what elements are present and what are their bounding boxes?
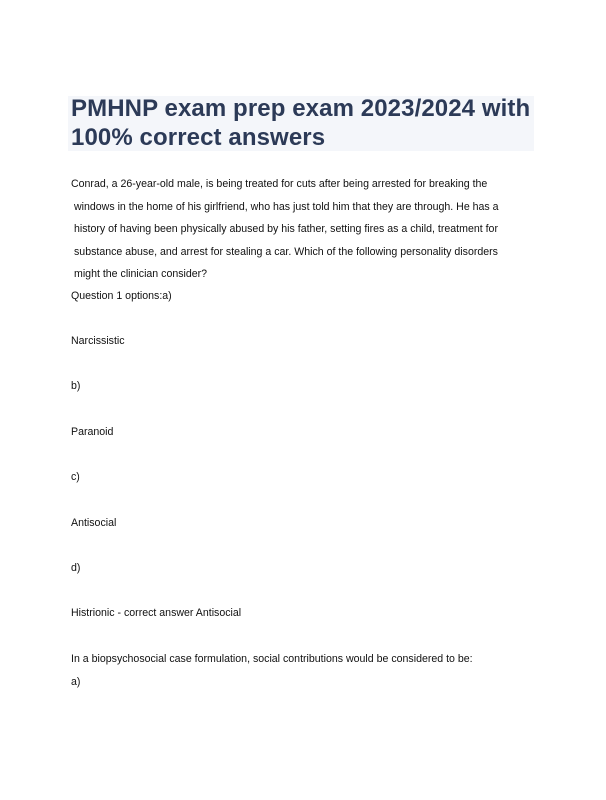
document-title [71, 94, 541, 152]
option-c-text: Antisocial [71, 517, 117, 529]
question-2-option-a-label: a) [71, 676, 81, 688]
option-b-label: b) [71, 380, 81, 392]
title-line-2: 100% correct answers [71, 124, 326, 151]
question-1-line: windows in the home of his girlfriend, who has just told him that they are through. He has a [74, 200, 499, 213]
option-b-text: Paranoid [71, 426, 114, 438]
question-1-line: might the clinician consider? [74, 268, 208, 280]
question-1-text [71, 173, 551, 286]
option-c-label: c) [71, 471, 80, 483]
question-2-text: In a biopsychosocial case formulation, social contributions would be considered to be: [71, 653, 473, 665]
option-a-text: Narcissistic [71, 335, 125, 347]
question-1-line: substance abuse, and arrest for stealing a car. Which of the following personality disorders [74, 245, 498, 258]
question-1-line: history of having been physically abused by his father, setting fires as a child, treatment for [74, 223, 498, 235]
option-d-label: d) [71, 562, 81, 574]
title-line-1: PMHNP exam prep exam 2023/2024 with [71, 95, 531, 122]
option-d-with-answer: Histrionic - correct answer Antisocial [71, 607, 242, 619]
question-1-line: Conrad, a 26-year-old male, is being treated for cuts after being arrested for breaking the [71, 178, 488, 190]
question-1-options-header: Question 1 options:a) [71, 290, 172, 302]
